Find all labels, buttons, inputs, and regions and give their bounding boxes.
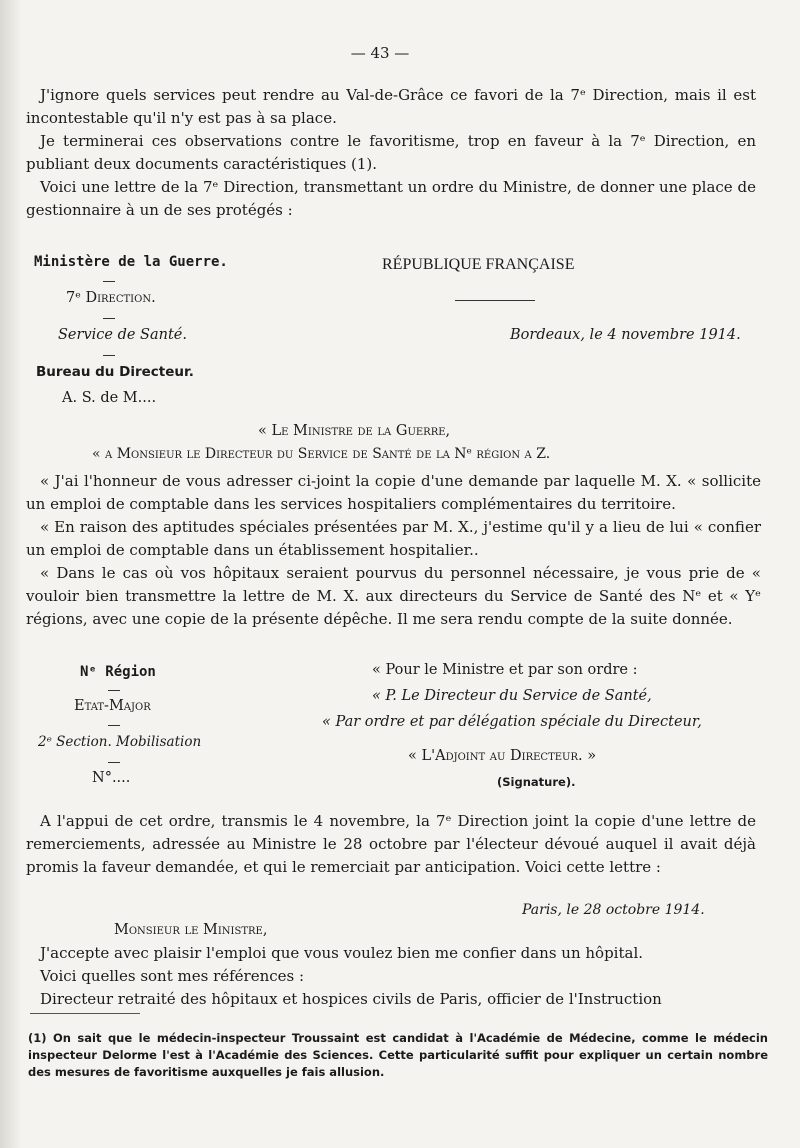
separator-dash xyxy=(103,281,115,282)
letter-paragraph: « J'ai l'honneur de vous adresser ci-joint la copie d'une demande par laquelle M. X. « sollicite un emploi de comptable dans les services hospitaliers complémentaires du territoire. xyxy=(26,472,761,513)
separator-dash xyxy=(108,725,120,726)
letter-paragraph: « Dans le cas où vos hôpitaux seraient pourvus du personnel nécessaire, je vous prie de « vouloir bien transmettre la lettre de M. X. aux directeurs du Service de Santé des Nᵉ et « Yᵉ régions, avec une copie de la présente dépêche. Il me sera rendu compte de la suite donnée. xyxy=(26,564,761,628)
number-label: N°.... xyxy=(92,770,131,786)
signature-mark: (Signature). xyxy=(497,775,576,789)
second-letter-line: Voici quelles sont mes références : xyxy=(40,967,305,985)
signature-line-4: « L'Adjoint au Directeur. » xyxy=(408,748,597,764)
section-label: 2ᵉ Section. Mobilisation xyxy=(38,734,202,750)
letter-to: « a Monsieur le Directeur du Service de Santé de la Nᵉ région a Z. xyxy=(92,446,551,462)
header-rule xyxy=(455,300,535,301)
intro-paragraph: Je terminerai ces observations contre le favoritisme, trop en faveur à la 7ᵉ Direction, en publiant deux documents caractéristiques (1). xyxy=(26,132,756,173)
signature-line-1: « Pour le Ministre et par son ordre : xyxy=(372,662,638,678)
intro-paragraph: Voici une lettre de la 7ᵉ Direction, transmettant un ordre du Ministre, de donner une place de gestionnaire à un de ses protégés : xyxy=(26,178,756,219)
ministry-heading: Ministère de la Guerre. xyxy=(34,254,228,270)
letter-from: « Le Ministre de la Guerre, xyxy=(258,423,451,439)
bureau-label: Bureau du Directeur. xyxy=(36,364,194,380)
region-heading: Nᵉ Région xyxy=(80,664,156,680)
signature-line-2: « P. Le Directeur du Service de Santé, xyxy=(372,688,652,704)
separator-dash xyxy=(103,355,115,356)
footnote: (1) On sait que le médecin-inspecteur Troussaint est candidat à l'Académie de Médecine, comme le médecin inspecteur Delorme l'est à l'Académie des Sciences. Cette particularité suffit pour expliquer un certain nombre des mesures de favoritisme auxquelles je fais allusion. xyxy=(28,1031,768,1079)
direction-label: 7ᵉ Direction. xyxy=(66,290,156,306)
second-letter-body xyxy=(26,942,756,1011)
signature-line-3: « Par ordre et par délégation spéciale du Directeur, xyxy=(322,714,702,730)
separator-dash xyxy=(108,762,120,763)
second-letter-line: J'accepte avec plaisir l'emploi que vous voulez bien me confier dans un hôpital. xyxy=(40,944,644,962)
letter-place-date: Bordeaux, le 4 novembre 1914. xyxy=(510,327,741,343)
etat-major-label: Etat-Major xyxy=(74,698,151,714)
second-letter-salutation: Monsieur le Ministre, xyxy=(114,922,268,938)
reference-label: A. S. de M.... xyxy=(62,390,157,406)
second-letter-line: Directeur retraité des hôpitaux et hospices civils de Paris, officier de l'Instruction xyxy=(40,990,662,1008)
page-number: — 43 — xyxy=(350,44,410,62)
republic-heading: RÉPUBLIQUE FRANÇAISE xyxy=(382,256,575,273)
separator-dash xyxy=(108,690,120,691)
page-binding-edge xyxy=(0,0,22,1148)
intro-paragraph: J'ignore quels services peut rendre au Val-de-Grâce ce favori de la 7ᵉ Direction, mais il est incontestable qu'il n'y est pas à sa place. xyxy=(26,86,756,127)
footnote-rule xyxy=(30,1013,140,1014)
letter-paragraph: « En raison des aptitudes spéciales présentées par M. X., j'estime qu'il y a lieu de lui « confier un emploi de comptable dans un établissement hospitalier.. xyxy=(26,518,761,559)
second-letter-place-date: Paris, le 28 octobre 1914. xyxy=(522,902,705,918)
letter-body xyxy=(26,470,761,631)
follow-up-paragraph: A l'appui de cet ordre, transmis le 4 novembre, la 7ᵉ Direction joint la copie d'une lettre de remerciements, adressée au Ministre le 28 octobre par l'électeur dévoué auquel il avait déjà promis la faveur demandée, et qui le remerciait par anticipation. Voici cette lettre : xyxy=(26,812,756,876)
separator-dash xyxy=(103,318,115,319)
intro-block xyxy=(26,84,756,222)
service-label: Service de Santé. xyxy=(58,327,187,343)
